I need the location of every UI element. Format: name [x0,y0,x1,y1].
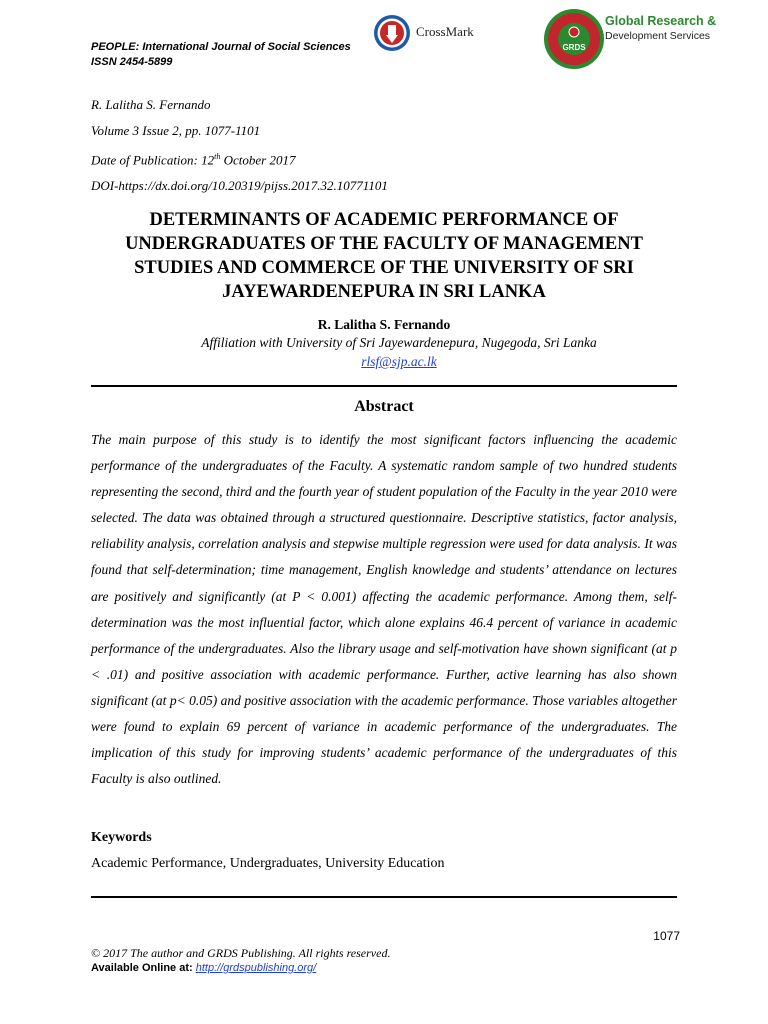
grds-seal-icon [543,8,605,70]
paper-title: DETERMINANTS OF ACADEMIC PERFORMANCE OF UNDERGRADUATES OF THE FACULTY OF MANAGEMENT STUDIES AND COMMERCE OF THE UNIVERSITY OF SRI JAYEWARDENEPURA IN SRI LANKA [125,210,643,302]
meta-author: R. Lalitha S. Fernando [91,97,211,112]
grds-logo [543,6,733,72]
divider-top [91,385,677,387]
paper-affiliation: Affiliation with University of Sri Jayewardenepura, Nugegoda, Sri Lanka [201,335,597,350]
journal-header [91,40,351,70]
meta-pub-date [91,144,388,173]
divider-bottom [91,896,677,898]
crossmark-label: CrossMark [416,24,474,39]
available-url-link[interactable]: http://grdspublishing.org/ [195,962,317,974]
abstract-text: The main purpose of this study is to identify the most significant factors influencing the academic performance of the undergraduates of the Faculty. A systematic random sample of two hundred students representing the second, third and the fourth year of student population of the Faculty in the year 2010 were selected. The data was obtained through a structured questionnaire. Descriptive statistics, factor analysis, reliability analysis, correlation analysis and stepwise multiple regression were used for data analysis. It was found that self-determination; time management, English knowledge and students’ attendance on lectures are positively and significantly (at P < 0.001) affecting the academic performance. Among them, self-determination was the most influential factor, which alone explains 46.4 percent of variance in academic performance of the undergraduates. Also the library usage and self-motivation have shown significant (at p < .01) and positive association with academic performance. Further, active learning has also shown significant (at p< 0.05) and positive association with the academic performance. Those variables altogether were found to explain 69 percent of variance in academic performance of the undergraduates. The implication of this study for improving students’ academic performance of the undergraduates of this Faculty is also outlined. [91,432,677,787]
author-email-link[interactable]: rlsf@sjp.ac.lk [361,354,437,369]
article-metadata [91,92,388,199]
keywords-heading: Keywords [91,830,152,845]
journal-issn: ISSN 2454-5899 [91,56,173,68]
crossmark-badge[interactable] [372,13,492,53]
available-label: Available Online at: [91,962,196,974]
paper-author: R. Lalitha S. Fernando [317,317,451,332]
journal-name: PEOPLE: International Journal of Social Sciences [91,41,351,53]
pub-date-suffix: October 2017 [220,152,296,168]
pub-date-prefix: Date of Publication: 12 [91,152,215,168]
grds-seal-text: GRDS [562,43,586,52]
pub-date-sup: th [214,152,221,161]
page-number: 1077 [653,929,680,943]
meta-doi[interactable]: DOI-https://dx.doi.org/10.20319/pijss.2017.32.10771101 [91,178,388,194]
grds-name-line1: Global Research & [605,14,717,28]
keywords-text: Academic Performance, Undergraduates, University Education [91,856,445,871]
abstract-heading: Abstract [354,398,414,415]
copyright-notice: © 2017 The author and GRDS Publishing. All rights reserved. [91,946,391,960]
availability-line [91,962,316,974]
grds-name-line2: Development Services [605,30,711,42]
author-email [91,354,707,370]
crossmark-icon [372,13,412,53]
meta-volume: Volume 3 Issue 2, pp. 1077-1101 [91,123,261,138]
